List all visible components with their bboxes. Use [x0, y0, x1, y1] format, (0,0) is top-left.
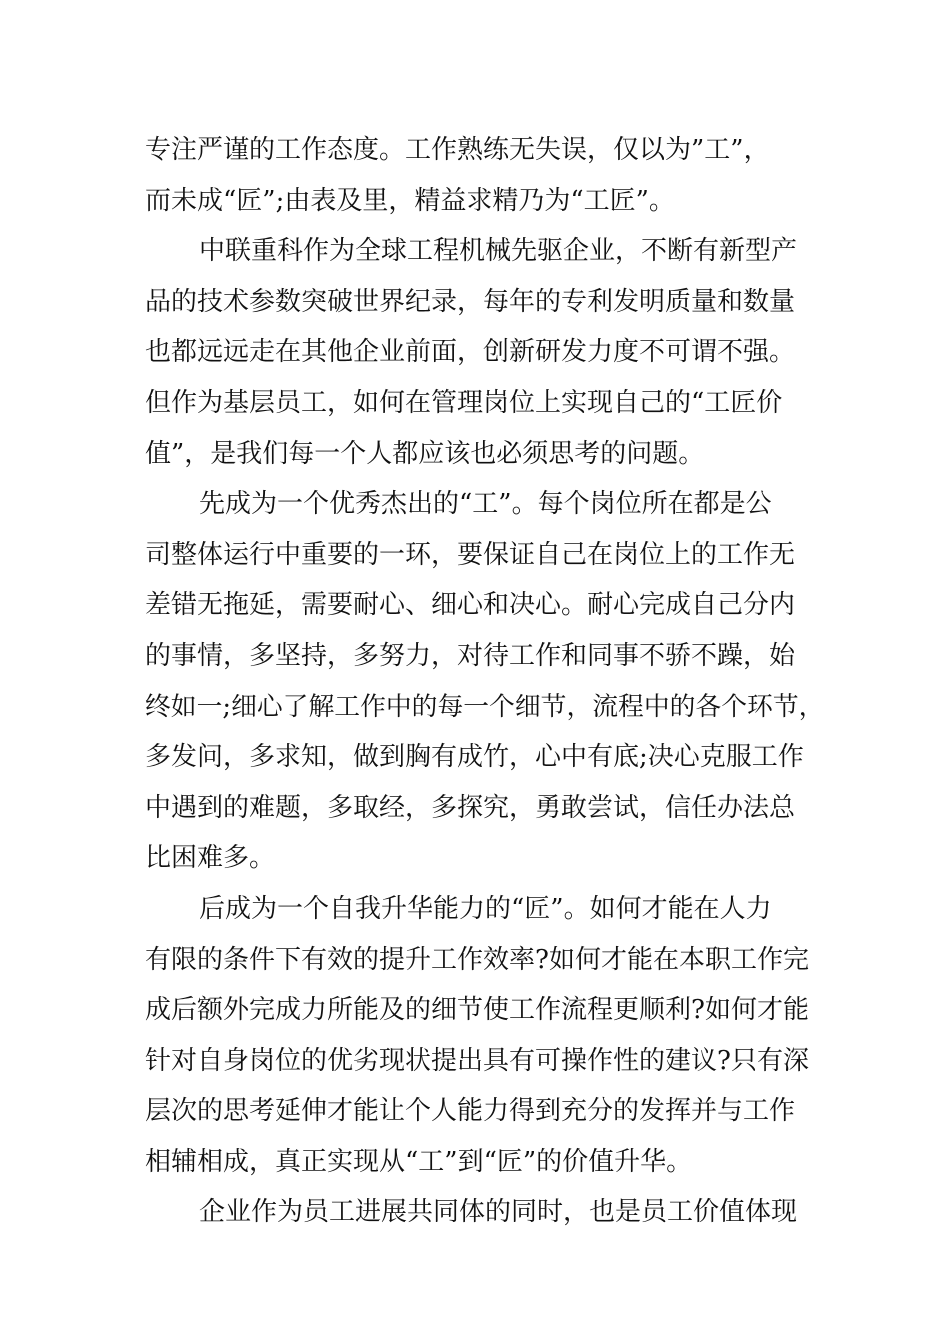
text-line: 的事情，多坚持，多努力，对待工作和同事不骄不躁，始: [145, 640, 796, 671]
text-line: 针对自身岗位的优劣现状提出具有可操作性的建议?只有深: [145, 1045, 809, 1076]
text-line: 相辅相成，真正实现从“工”到“匠”的价值升华。: [145, 1146, 693, 1177]
text-line: 有限的条件下有效的提升工作效率?如何才能在本职工作完: [145, 944, 809, 975]
paragraph-start-line: 企业作为员工进展共同体的同时，也是员工价值体现: [199, 1197, 798, 1228]
paragraph-start-line: 中联重科作为全球工程机械先驱企业，不断有新型产: [199, 236, 798, 267]
text-line: 中遇到的难题，多取经，多探究，勇敢尝试，信任办法总: [145, 792, 796, 823]
text-line: 司整体运行中重要的一环，要保证自己在岗位上的工作无: [145, 539, 796, 570]
body-text: [145, 125, 825, 1238]
text-line: 也都远远走在其他企业前面，创新研发力度不可谓不强。: [145, 337, 796, 368]
text-line: 专注严谨的工作态度。工作熟练无失误，仅以为”工”，: [145, 135, 770, 165]
text-line: 而未成“匠”;由表及里，精益求精乃为“工匠”。: [145, 185, 675, 216]
text-line: 多发问，多求知，做到胸有成竹，心中有底;决心克服工作: [145, 742, 804, 773]
paragraph-start-line: 后成为一个自我升华能力的“匠”。如何才能在人力: [199, 893, 772, 924]
paragraph-start-line: 先成为一个优秀杰出的“工”。每个岗位所在都是公: [199, 489, 772, 520]
text-line: 但作为基层员工，如何在管理岗位上实现自己的“工匠价: [145, 387, 783, 418]
text-line: 值”，是我们每一个人都应该也必须思考的问题。: [145, 438, 705, 469]
text-line: 比困难多。: [145, 843, 276, 874]
text-line: 差错无拖延，需要耐心、细心和决心。耐心完成自己分内: [145, 590, 796, 621]
text-line: 终如一;细心了解工作中的每一个细节，流程中的各个环节，: [145, 691, 825, 722]
text-line: 品的技术参数突破世界纪录，每年的专利发明质量和数量: [145, 286, 796, 317]
text-line: 层次的思考延伸才能让个人能力得到充分的发挥并与工作: [145, 1096, 796, 1127]
text-line: 成后额外完成力所能及的细节使工作流程更顺利?如何才能: [145, 995, 809, 1026]
